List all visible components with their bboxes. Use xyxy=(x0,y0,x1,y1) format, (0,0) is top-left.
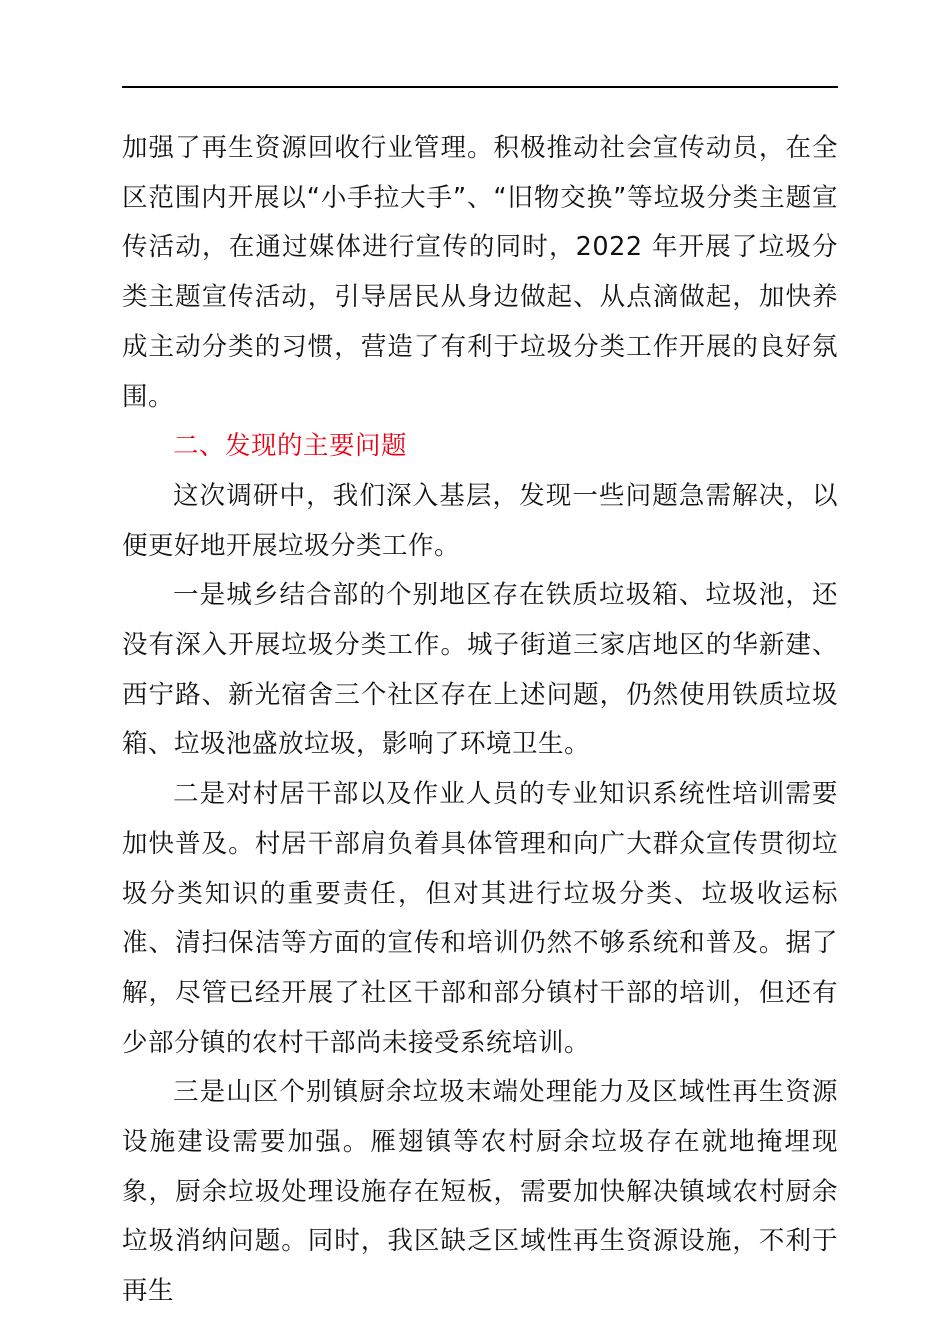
paragraph-issue-3: 三是山区个别镇厨余垃圾末端处理能力及区域性再生资源设施建设需要加强。雁翅镇等农村厨余垃圾存在就地掩埋现象，厨余垃圾处理设施存在短板，需要加快解决镇域农村厨余垃圾消纳问题。同时，我区缺乏区域性再生资源设施，不利于再生 xyxy=(122,1077,838,1307)
paragraph-continuation: 加强了再生资源回收行业管理。积极推动社会宣传动员，在全区范围内开展以“小手拉大手”、“旧物交换”等垃圾分类主题宣传活动，在通过媒体进行宣传的同时，2022 年开展了垃圾分类主题宣传活动，引导居民从身边做起、从点滴做起，加快养成主动分类的习惯，营造了有利于垃圾分类工作开展的良好氛围。 xyxy=(122,133,838,412)
paragraph-intro: 这次调研中，我们深入基层，发现一些问题急需解决，以便更好地开展垃圾分类工作。 xyxy=(122,480,838,561)
paragraph-issue-1: 一是城乡结合部的个别地区存在铁质垃圾箱、垃圾池，还没有深入开展垃圾分类工作。城子街道三家店地区的华新建、西宁路、新光宿舍三个社区存在上述问题，仍然使用铁质垃圾箱、垃圾池盛放垃圾，影响了环境卫生。 xyxy=(122,580,838,760)
header-rule xyxy=(122,86,838,88)
section-heading: 二、发现的主要问题 xyxy=(173,431,408,462)
paragraph-issue-2: 二是对村居干部以及作业人员的专业知识系统性培训需要加快普及。村居干部肩负着具体管理和向广大群众宣传贯彻垃圾分类知识的重要责任，但对其进行垃圾分类、垃圾收运标准、清扫保洁等方面的宣传和培训仍然不够系统和普及。据了解，尽管已经开展了社区干部和部分镇村干部的培训，但还有少部分镇的农村干部尚未接受系统培训。 xyxy=(122,779,838,1058)
document-body xyxy=(122,124,838,1317)
